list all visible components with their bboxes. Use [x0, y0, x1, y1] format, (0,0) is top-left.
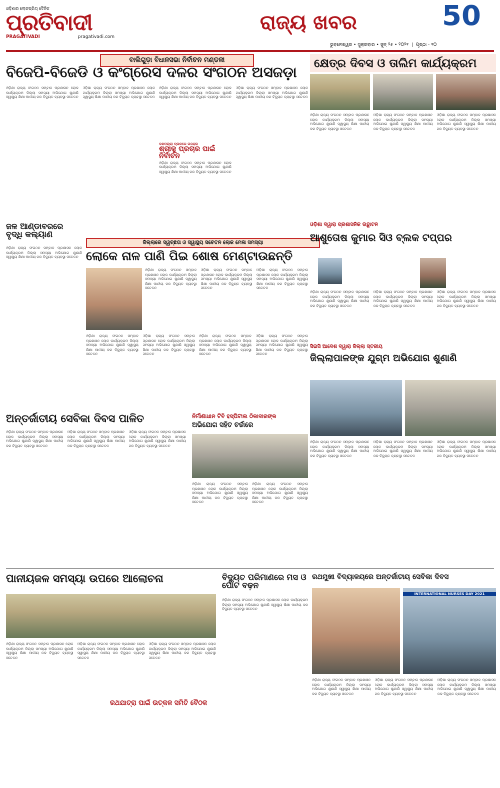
article1-headline: ବିଜେପି-ବିଜେଡି ଓ କଂଗ୍ରେସ ଦଳର ସଂଗଠନ ଅସଜଡ଼ା [6, 65, 297, 81]
masthead-rule [6, 50, 494, 52]
article6-subhead: ଓଡ଼ିଶା ଦ୍ୱାରା ପ୍ରଶାସନିକ ଉଦ୍ଘାଟନ [310, 222, 379, 228]
article9-photo [192, 434, 308, 478]
article7-headline: ଅନ୍ତର୍ଜାତୀୟ ସେବିକା ଦିବସ ପାଳିତ [6, 413, 145, 425]
article8-photo [405, 380, 496, 436]
article1-kicker: ବାଲିଗୁଡ଼ା ବିଧାନସଭା ନିର୍ବାଚନ ମଣ୍ଡଳୀ [100, 54, 254, 67]
article4-body: ଓଡ଼ିଶା ରାଜ୍ୟ ସଂଗଠନ ସମ୍ବାଦ ପ୍ରଶାସନ ଲୋକ କାର୍ଯ୍ୟକ୍ରମ ଜିଲ୍ଲା ସମସ୍ୟା ଅଭିଯୋଗ ଶୁଣାଣି ସ୍ୱାସ୍ଥ୍ୟ ଶିକ୍ଷା ପାନୀୟ ଜଳ ବିଦ୍ୟୁତ ବ୍ୟବସ୍ଥା ସଚେତନ [6, 246, 82, 260]
article10-headline: ପାନୀୟଜଳ ସମସ୍ୟା ଉପରେ ଆଲୋଚନା [6, 573, 164, 585]
article6-body: ଓଡ଼ିଶା ରାଜ୍ୟ ସଂଗଠନ ସମ୍ବାଦ ପ୍ରଶାସନ ଲୋକ କାର୍ଯ୍ୟକ୍ରମ ଜିଲ୍ଲା ସମସ୍ୟା ଅଭିଯୋଗ ଶୁଣାଣି ସ୍ୱାସ୍ଥ୍ୟ ଶିକ୍ଷା ପାନୀୟ ଜଳ ବିଦ୍ୟୁତ ବ୍ୟବସ୍ଥା ସଚେତନ ଓଡ଼ିଶା ରାଜ୍ୟ ସଂଗଠନ ସମ୍ବାଦ ପ୍ରଶାସନ ଲୋକ କାର୍ଯ୍ୟକ୍ରମ ଜିଲ୍ଲା ସମସ୍ୟା ଅଭିଯୋଗ ଶୁଣାଣି ସ୍ୱାସ୍ଥ୍ୟ ଶିକ୍ଷା ପାନୀୟ ଜଳ ବିଦ୍ୟୁତ ବ୍ୟବସ୍ଥା ସଚେତନ ଓଡ଼ିଶା ରାଜ୍ୟ ସଂଗଠନ ସମ୍ବାଦ ପ୍ରଶାସନ ଲୋକ କାର୍ଯ୍ୟକ୍ରମ ଜିଲ୍ଲା ସମସ୍ୟା ଅଭିଯୋଗ ଶୁଣାଣି ସ୍ୱାସ୍ଥ୍ୟ ଶିକ୍ଷା ପାନୀୟ ଜଳ ବିଦ୍ୟୁତ ବ୍ୟବସ୍ଥା ସଚେତନ [310, 290, 496, 308]
article1-col: ଓଡ଼ିଶା ରାଜ୍ୟ ସଂଗଠନ ସମ୍ବାଦ ପ୍ରଶାସନ ଲୋକ କାର୍ଯ୍ୟକ୍ରମ ଜିଲ୍ଲା ସମସ୍ୟା ଅଭିଯୋଗ ଶୁଣାଣି ସ୍ୱାସ୍ଥ୍ୟ ଶିକ୍ଷା ପାନୀୟ ଜଳ ବିଦ୍ୟୁତ ବ୍ୟବସ୍ଥା ସଚେତନ [159, 86, 232, 100]
article2-photo [436, 74, 496, 110]
website[interactable]: pragativadi.com [77, 35, 115, 40]
article8-headline: ଜିଲ୍ଲାପାଳଙ୍କ ଯୁଗ୍ମ ଅଭିଯୋଗ ଶୁଣାଣି [310, 353, 457, 364]
article11-headline: ରଥଯାତ୍ରା ପାଇଁ ଉତ୍କଳ ସମିତି ବୈଠକ [110, 700, 214, 707]
article2-headline: କ୍ଷେତ୍ର ଦିବସ ଓ ତାଲିମ କାର୍ଯ୍ୟକ୍ରମ [314, 56, 477, 70]
nurses-day-banner: INTERNATIONAL NURSES DAY 2021 [403, 592, 496, 596]
article6-headline: ଆଶୁତୋଷ କୁମାର ସିଓ ବ୍ଲକ ଟପ୍ପର [310, 233, 452, 244]
article3-subhead: ଦଶପଲ୍ଲା ବ୍ଲକରେ ଗଜରାଜ [159, 142, 198, 146]
article1-col: ଓଡ଼ିଶା ରାଜ୍ୟ ସଂଗଠନ ସମ୍ବାଦ ପ୍ରଶାସନ ଲୋକ କାର୍ଯ୍ୟକ୍ରମ ଜିଲ୍ଲା ସମସ୍ୟା ଅଭିଯୋଗ ଶୁଣାଣି ସ୍ୱାସ୍ଥ୍ୟ ଶିକ୍ଷା ପାନୀୟ ଜଳ ବିଦ୍ୟୁତ ବ୍ୟବସ୍ଥା ସଚେତନ [235, 86, 308, 100]
article2-header-box [310, 54, 496, 72]
article9-headline: ଅଭିଯୋଗ ସହିତ ଚର୍ଚ୍ଚାରେ [192, 421, 254, 429]
newspaper-logo: ପ୍ରତିବାଦୀ [6, 10, 93, 36]
tagline: ଓଡ଼ିଶାର ଲୋକପ୍ରିୟ ଦୈନିକ [6, 6, 50, 11]
article2-col: ଓଡ଼ିଶା ରାଜ୍ୟ ସଂଗଠନ ସମ୍ବାଦ ପ୍ରଶାସନ ଲୋକ କାର୍ଯ୍ୟକ୍ରମ ଜିଲ୍ଲା ସମସ୍ୟା ଅଭିଯୋଗ ଶୁଣାଣି ସ୍ୱାସ୍ଥ୍ୟ ଶିକ୍ଷା ପାନୀୟ ଜଳ ବିଦ୍ୟୁତ ବ୍ୟବସ୍ଥା ସଚେତନ [373, 113, 433, 131]
page-number: ପୃଷ୍ଠା - ୧୦ [415, 43, 437, 48]
article4-headline: ଜଳ ଆଣ୍ଡାବରରେ ବୃଦ୍ଧି କଲ୍ୟାଣ [6, 222, 64, 240]
article5-body-2: ଓଡ଼ିଶା ରାଜ୍ୟ ସଂଗଠନ ସମ୍ବାଦ ପ୍ରଶାସନ ଲୋକ କାର୍ଯ୍ୟକ୍ରମ ଜିଲ୍ଲା ସମସ୍ୟା ଅଭିଯୋଗ ଶୁଣାଣି ସ୍ୱାସ୍ଥ୍ୟ ଶିକ୍ଷା ପାନୀୟ ଜଳ ବିଦ୍ୟୁତ ବ୍ୟବସ୍ଥା ସଚେତନ ଓଡ଼ିଶା ରାଜ୍ୟ ସଂଗଠନ ସମ୍ବାଦ ପ୍ରଶାସନ ଲୋକ କାର୍ଯ୍ୟକ୍ରମ ଜିଲ୍ଲା ସମସ୍ୟା ଅଭିଯୋଗ ଶୁଣାଣି ସ୍ୱାସ୍ଥ୍ୟ ଶିକ୍ଷା ପାନୀୟ ଜଳ ବିଦ୍ୟୁତ ବ୍ୟବସ୍ଥା ସଚେତନ ଓଡ଼ିଶା ରାଜ୍ୟ ସଂଗଠନ ସମ୍ବାଦ ପ୍ରଶାସନ ଲୋକ କାର୍ଯ୍ୟକ୍ରମ ଜିଲ୍ଲା ସମସ୍ୟା ଅଭିଯୋଗ ଶୁଣାଣି ସ୍ୱାସ୍ଥ୍ୟ ଶିକ୍ଷା ପାନୀୟ ଜଳ ବିଦ୍ୟୁତ ବ୍ୟବସ୍ଥା ସଚେତନ ଓଡ଼ିଶା ରାଜ୍ୟ ସଂଗଠନ ସମ୍ବାଦ ପ୍ରଶାସନ ଲୋକ କାର୍ଯ୍ୟକ୍ରମ ଜିଲ୍ଲା ସମସ୍ୟା ଅଭିଯୋଗ ଶୁଣାଣି ସ୍ୱାସ୍ଥ୍ୟ ଶିକ୍ଷା ପାନୀୟ ଜଳ ବିଦ୍ୟୁତ ବ୍ୟବସ୍ଥା ସଚେତନ [86, 334, 308, 357]
article12-body: ଓଡ଼ିଶା ରାଜ୍ୟ ସଂଗଠନ ସମ୍ବାଦ ପ୍ରଶାସନ ଲୋକ କାର୍ଯ୍ୟକ୍ରମ ଜିଲ୍ଲା ସମସ୍ୟା ଅଭିଯୋଗ ଶୁଣାଣି ସ୍ୱାସ୍ଥ୍ୟ ଶିକ୍ଷା ପାନୀୟ ଜଳ ବିଦ୍ୟୁତ ବ୍ୟବସ୍ଥା ସଚେତନ [222, 598, 308, 612]
article2-col: ଓଡ଼ିଶା ରାଜ୍ୟ ସଂଗଠନ ସମ୍ବାଦ ପ୍ରଶାସନ ଲୋକ କାର୍ଯ୍ୟକ୍ରମ ଜିଲ୍ଲା ସମସ୍ୟା ଅଭିଯୋଗ ଶୁଣାଣି ସ୍ୱାସ୍ଥ୍ୟ ଶିକ୍ଷା ପାନୀୟ ଜଳ ବିଦ୍ୟୁତ ବ୍ୟବସ୍ଥା ସଚେତନ [436, 113, 496, 131]
article2-body [310, 113, 496, 213]
article1-col: ଓଡ଼ିଶା ରାଜ୍ୟ ସଂଗଠନ ସମ୍ବାଦ ପ୍ରଶାସନ ଲୋକ କାର୍ଯ୍ୟକ୍ରମ ଜିଲ୍ଲା ସମସ୍ୟା ଅଭିଯୋଗ ଶୁଣାଣି ସ୍ୱାସ୍ଥ୍ୟ ଶିକ୍ଷା ପାନୀୟ ଜଳ ବିଦ୍ୟୁତ ବ୍ୟବସ୍ଥା ସଚେତନ [82, 86, 155, 100]
anniversary-emblem [442, 2, 496, 42]
article3-headline: ଶ୍ରୀକୁ ପ୍ରଚାର ପାଇଁ ନିର୍ବାଚନ [159, 145, 216, 161]
logo-english: PRAGATIVADI [6, 35, 40, 40]
article6-photo [318, 258, 342, 284]
article13-headline: ରଥମୁଖୀ ବିଦ୍ୟାଳୟରେ ଅନ୍ତର୍ଜାତୀୟ ସେବିକା ଦିବସ [312, 573, 449, 581]
article10-photo [6, 594, 216, 638]
article1-body [6, 86, 308, 216]
article5-kicker: ଜିଲ୍ଲାରେ ସ୍ୱଚ୍ଛତା ଓ ସ୍ୱାସ୍ଥ୍ୟ ସଚେତନ ଲୋକ ମେଳା ସମସ୍ୟା [86, 238, 320, 248]
article13-body: ଓଡ଼ିଶା ରାଜ୍ୟ ସଂଗଠନ ସମ୍ବାଦ ପ୍ରଶାସନ ଲୋକ କାର୍ଯ୍ୟକ୍ରମ ଜିଲ୍ଲା ସମସ୍ୟା ଅଭିଯୋଗ ଶୁଣାଣି ସ୍ୱାସ୍ଥ୍ୟ ଶିକ୍ଷା ପାନୀୟ ଜଳ ବିଦ୍ୟୁତ ବ୍ୟବସ୍ଥା ସଚେତନ ଓଡ଼ିଶା ରାଜ୍ୟ ସଂଗଠନ ସମ୍ବାଦ ପ୍ରଶାସନ ଲୋକ କାର୍ଯ୍ୟକ୍ରମ ଜିଲ୍ଲା ସମସ୍ୟା ଅଭିଯୋଗ ଶୁଣାଣି ସ୍ୱାସ୍ଥ୍ୟ ଶିକ୍ଷା ପାନୀୟ ଜଳ ବିଦ୍ୟୁତ ବ୍ୟବସ୍ଥା ସଚେତନ ଓଡ଼ିଶା ରାଜ୍ୟ ସଂଗଠନ ସମ୍ବାଦ ପ୍ରଶାସନ ଲୋକ କାର୍ଯ୍ୟକ୍ରମ ଜିଲ୍ଲା ସମସ୍ୟା ଅଭିଯୋଗ ଶୁଣାଣି ସ୍ୱାସ୍ଥ୍ୟ ଶିକ୍ଷା ପାନୀୟ ଜଳ ବିଦ୍ୟୁତ ବ୍ୟବସ୍ଥା ସଚେତନ [312, 678, 497, 696]
article3-body: ଓଡ଼ିଶା ରାଜ୍ୟ ସଂଗଠନ ସମ୍ବାଦ ପ୍ରଶାସନ ଲୋକ କାର୍ଯ୍ୟକ୍ରମ ଜିଲ୍ଲା ସମସ୍ୟା ଅଭିଯୋଗ ଶୁଣାଣି ସ୍ୱାସ୍ଥ୍ୟ ଶିକ୍ଷା ପାନୀୟ ଜଳ ବିଦ୍ୟୁତ ବ୍ୟବସ୍ଥା ସଚେତନ [159, 160, 232, 174]
dateline: ଭୁବନେଶ୍ୱର • ସୁକ୍ରବାର • ଜୁନ୍ ୨୫ • ୨୦୨୧ | ପୃଷ୍ଠା - ୧୦ [330, 43, 437, 48]
article9-kicker: ନିର୍ମାଣାଧୀନ ଟିବି ହସ୍ପିଟାଲ ଠିକାଦାରଙ୍କ [192, 414, 277, 420]
article8-body: ଓଡ଼ିଶା ରାଜ୍ୟ ସଂଗଠନ ସମ୍ବାଦ ପ୍ରଶାସନ ଲୋକ କାର୍ଯ୍ୟକ୍ରମ ଜିଲ୍ଲା ସମସ୍ୟା ଅଭିଯୋଗ ଶୁଣାଣି ସ୍ୱାସ୍ଥ୍ୟ ଶିକ୍ଷା ପାନୀୟ ଜଳ ବିଦ୍ୟୁତ ବ୍ୟବସ୍ଥା ସଚେତନ ଓଡ଼ିଶା ରାଜ୍ୟ ସଂଗଠନ ସମ୍ବାଦ ପ୍ରଶାସନ ଲୋକ କାର୍ଯ୍ୟକ୍ରମ ଜିଲ୍ଲା ସମସ୍ୟା ଅଭିଯୋଗ ଶୁଣାଣି ସ୍ୱାସ୍ଥ୍ୟ ଶିକ୍ଷା ପାନୀୟ ଜଳ ବିଦ୍ୟୁତ ବ୍ୟବସ୍ଥା ସଚେତନ ଓଡ଼ିଶା ରାଜ୍ୟ ସଂଗଠନ ସମ୍ବାଦ ପ୍ରଶାସନ ଲୋକ କାର୍ଯ୍ୟକ୍ରମ ଜିଲ୍ଲା ସମସ୍ୟା ଅଭିଯୋଗ ଶୁଣାଣି ସ୍ୱାସ୍ଥ୍ୟ ଶିକ୍ଷା ପାନୀୟ ଜଳ ବିଦ୍ୟୁତ ବ୍ୟବସ୍ଥା ସଚେତନ [310, 440, 496, 458]
article12-headline: ବିଦ୍ୟୁତ ପରିମାଣରେ ମସ ଓ ପୋଟ ବଢ଼ନ [222, 573, 307, 591]
article7-body: ଓଡ଼ିଶା ରାଜ୍ୟ ସଂଗଠନ ସମ୍ବାଦ ପ୍ରଶାସନ ଲୋକ କାର୍ଯ୍ୟକ୍ରମ ଜିଲ୍ଲା ସମସ୍ୟା ଅଭିଯୋଗ ଶୁଣାଣି ସ୍ୱାସ୍ଥ୍ୟ ଶିକ୍ଷା ପାନୀୟ ଜଳ ବିଦ୍ୟୁତ ବ୍ୟବସ୍ଥା ସଚେତନ ଓଡ଼ିଶା ରାଜ୍ୟ ସଂଗଠନ ସମ୍ବାଦ ପ୍ରଶାସନ ଲୋକ କାର୍ଯ୍ୟକ୍ରମ ଜିଲ୍ଲା ସମସ୍ୟା ଅଭିଯୋଗ ଶୁଣାଣି ସ୍ୱାସ୍ଥ୍ୟ ଶିକ୍ଷା ପାନୀୟ ଜଳ ବିଦ୍ୟୁତ ବ୍ୟବସ୍ଥା ସଚେତନ ଓଡ଼ିଶା ରାଜ୍ୟ ସଂଗଠନ ସମ୍ବାଦ ପ୍ରଶାସନ ଲୋକ କାର୍ଯ୍ୟକ୍ରମ ଜିଲ୍ଲା ସମସ୍ୟା ଅଭିଯୋଗ ଶୁଣାଣି ସ୍ୱାସ୍ଥ୍ୟ ଶିକ୍ଷା ପାନୀୟ ଜଳ ବିଦ୍ୟୁତ ବ୍ୟବସ୍ଥା ସଚେତନ [6, 430, 186, 448]
article13-photo [403, 588, 496, 674]
article8-photo [310, 380, 402, 436]
article1-col: ଓଡ଼ିଶା ରାଜ୍ୟ ସଂଗଠନ ସମ୍ବାଦ ପ୍ରଶାସନ ଲୋକ କାର୍ଯ୍ୟକ୍ରମ ଜିଲ୍ଲା ସମସ୍ୟା ଅଭିଯୋଗ ଶୁଣାଣି ସ୍ୱାସ୍ଥ୍ୟ ଶିକ୍ଷା ପାନୀୟ ଜଳ ବିଦ୍ୟୁତ ବ୍ୟବସ୍ଥା ସଚେତନ [6, 86, 79, 100]
article9-body: ଓଡ଼ିଶା ରାଜ୍ୟ ସଂଗଠନ ସମ୍ବାଦ ପ୍ରଶାସନ ଲୋକ କାର୍ଯ୍ୟକ୍ରମ ଜିଲ୍ଲା ସମସ୍ୟା ଅଭିଯୋଗ ଶୁଣାଣି ସ୍ୱାସ୍ଥ୍ୟ ଶିକ୍ଷା ପାନୀୟ ଜଳ ବିଦ୍ୟୁତ ବ୍ୟବସ୍ଥା ସଚେତନ ଓଡ଼ିଶା ରାଜ୍ୟ ସଂଗଠନ ସମ୍ବାଦ ପ୍ରଶାସନ ଲୋକ କାର୍ଯ୍ୟକ୍ରମ ଜିଲ୍ଲା ସମସ୍ୟା ଅଭିଯୋଗ ଶୁଣାଣି ସ୍ୱାସ୍ଥ୍ୟ ଶିକ୍ଷା ପାନୀୟ ଜଳ ବିଦ୍ୟୁତ ବ୍ୟବସ୍ଥା ସଚେତନ [192, 482, 308, 505]
section-title: ରାଜ୍ୟ ଖବର [260, 10, 357, 34]
anniversary-number: 50 [442, 0, 481, 32]
article13-photo [312, 588, 400, 674]
row-divider [6, 568, 494, 569]
article8-subhead: ସିଇସି ଆଦେଶ ଦ୍ୱାରା ଜିଲ୍ଲା ସ୍ତରୀୟ [310, 344, 383, 350]
article6-photo [420, 258, 446, 288]
article5-headline: ଲୋକେ ନାଳ ପାଣି ପିଇ ଶୋଷ ମେଣ୍ଟାଉଛନ୍ତି [86, 249, 293, 263]
article5-photo [86, 268, 142, 330]
article10-body: ଓଡ଼ିଶା ରାଜ୍ୟ ସଂଗଠନ ସମ୍ବାଦ ପ୍ରଶାସନ ଲୋକ କାର୍ଯ୍ୟକ୍ରମ ଜିଲ୍ଲା ସମସ୍ୟା ଅଭିଯୋଗ ଶୁଣାଣି ସ୍ୱାସ୍ଥ୍ୟ ଶିକ୍ଷା ପାନୀୟ ଜଳ ବିଦ୍ୟୁତ ବ୍ୟବସ୍ଥା ସଚେତନ ଓଡ଼ିଶା ରାଜ୍ୟ ସଂଗଠନ ସମ୍ବାଦ ପ୍ରଶାସନ ଲୋକ କାର୍ଯ୍ୟକ୍ରମ ଜିଲ୍ଲା ସମସ୍ୟା ଅଭିଯୋଗ ଶୁଣାଣି ସ୍ୱାସ୍ଥ୍ୟ ଶିକ୍ଷା ପାନୀୟ ଜଳ ବିଦ୍ୟୁତ ବ୍ୟବସ୍ଥା ସଚେତନ ଓଡ଼ିଶା ରାଜ୍ୟ ସଂଗଠନ ସମ୍ବାଦ ପ୍ରଶାସନ ଲୋକ କାର୍ଯ୍ୟକ୍ରମ ଜିଲ୍ଲା ସମସ୍ୟା ଅଭିଯୋଗ ଶୁଣାଣି ସ୍ୱାସ୍ଥ୍ୟ ଶିକ୍ଷା ପାନୀୟ ଜଳ ବିଦ୍ୟୁତ ବ୍ୟବସ୍ଥା ସଚେତନ [6, 642, 216, 660]
article2-photo [373, 74, 433, 110]
article2-photo [310, 74, 370, 110]
article5-body: ଓଡ଼ିଶା ରାଜ୍ୟ ସଂଗଠନ ସମ୍ବାଦ ପ୍ରଶାସନ ଲୋକ କାର୍ଯ୍ୟକ୍ରମ ଜିଲ୍ଲା ସମସ୍ୟା ଅଭିଯୋଗ ଶୁଣାଣି ସ୍ୱାସ୍ଥ୍ୟ ଶିକ୍ଷା ପାନୀୟ ଜଳ ବିଦ୍ୟୁତ ବ୍ୟବସ୍ଥା ସଚେତନ ଓଡ଼ିଶା ରାଜ୍ୟ ସଂଗଠନ ସମ୍ବାଦ ପ୍ରଶାସନ ଲୋକ କାର୍ଯ୍ୟକ୍ରମ ଜିଲ୍ଲା ସମସ୍ୟା ଅଭିଯୋଗ ଶୁଣାଣି ସ୍ୱାସ୍ଥ୍ୟ ଶିକ୍ଷା ପାନୀୟ ଜଳ ବିଦ୍ୟୁତ ବ୍ୟବସ୍ଥା ସଚେତନ ଓଡ଼ିଶା ରାଜ୍ୟ ସଂଗଠନ ସମ୍ବାଦ ପ୍ରଶାସନ ଲୋକ କାର୍ଯ୍ୟକ୍ରମ ଜିଲ୍ଲା ସମସ୍ୟା ଅଭିଯୋଗ ଶୁଣାଣି ସ୍ୱାସ୍ଥ୍ୟ ଶିକ୍ଷା ପାନୀୟ ଜଳ ବିଦ୍ୟୁତ ବ୍ୟବସ୍ଥା ସଚେତନ [145, 268, 309, 291]
masthead [6, 6, 176, 50]
article2-col: ଓଡ଼ିଶା ରାଜ୍ୟ ସଂଗଠନ ସମ୍ବାଦ ପ୍ରଶାସନ ଲୋକ କାର୍ଯ୍ୟକ୍ରମ ଜିଲ୍ଲା ସମସ୍ୟା ଅଭିଯୋଗ ଶୁଣାଣି ସ୍ୱାସ୍ଥ୍ୟ ଶିକ୍ଷା ପାନୀୟ ଜଳ ବିଦ୍ୟୁତ ବ୍ୟବସ୍ଥା ସଚେତନ [310, 113, 370, 131]
